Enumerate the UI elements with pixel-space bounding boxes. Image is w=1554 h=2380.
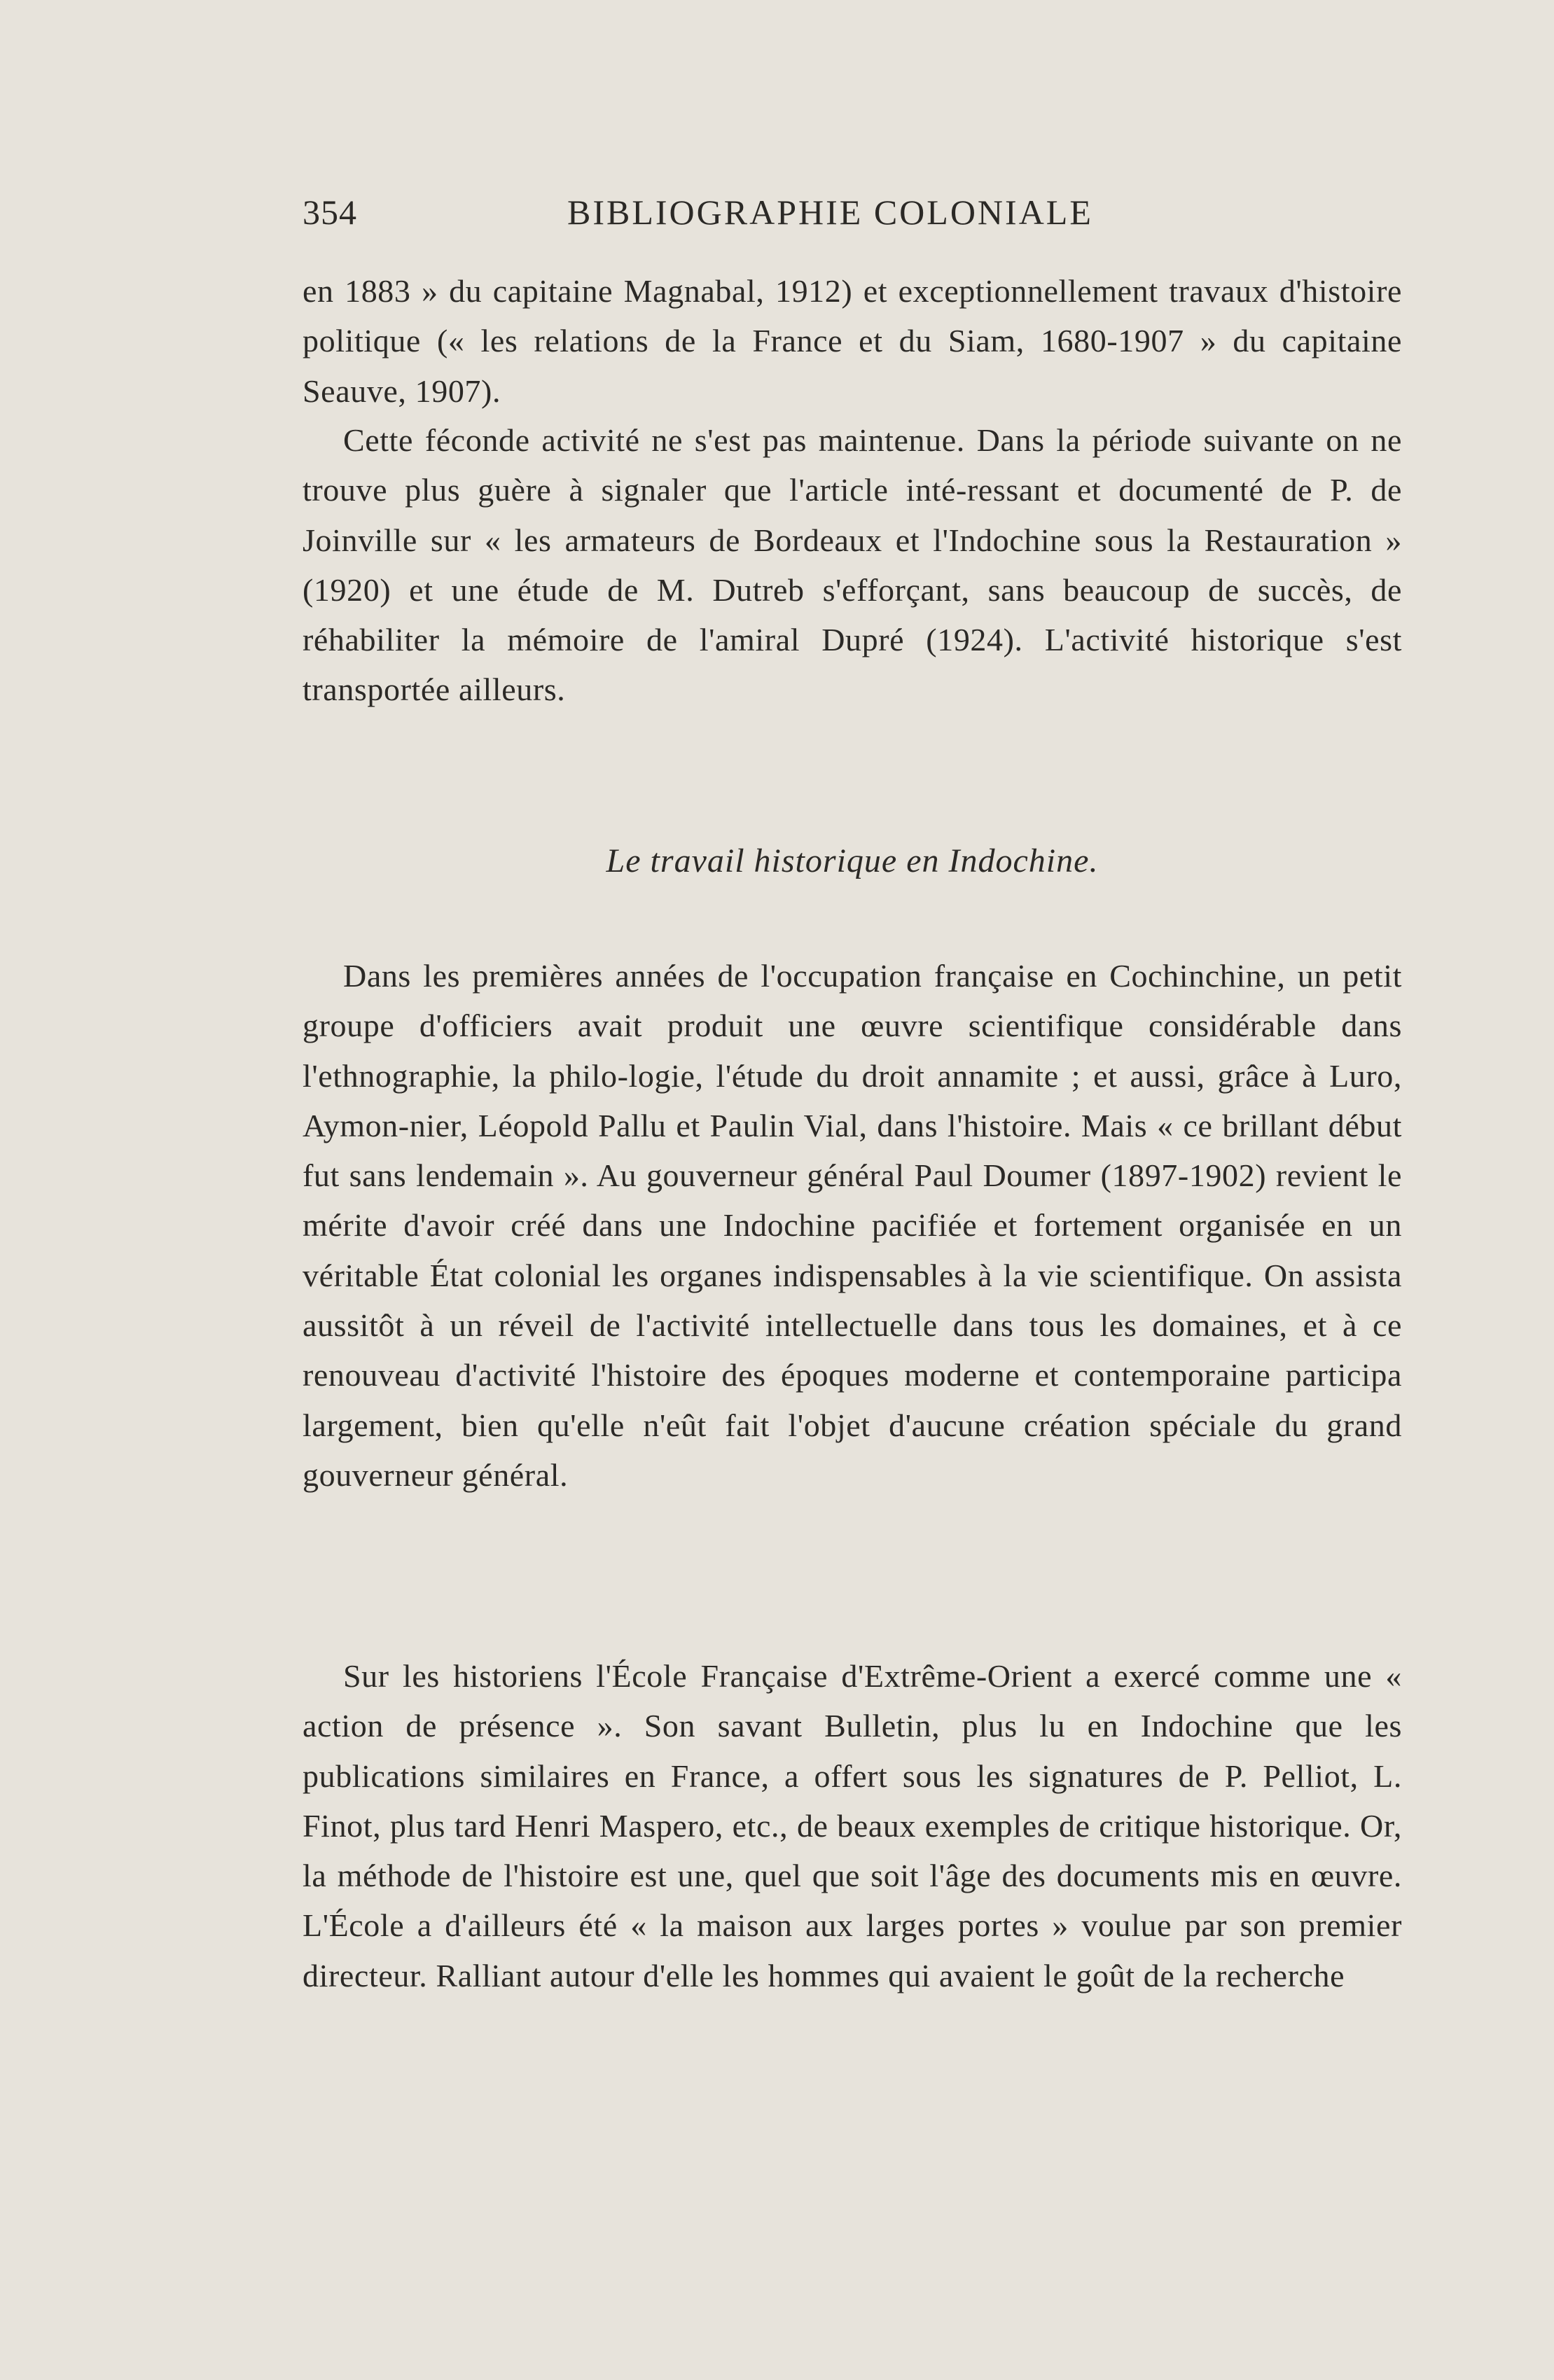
page-number: 354 bbox=[303, 193, 357, 232]
section-heading: Le travail historique en Indochine. bbox=[606, 842, 1099, 879]
paragraph-3: Dans les premières années de l'occupation française en Cochinchine, un petit groupe d'officiers avait produit une œuvre scientifique considérable dans l'ethnographie, la philo-logie, l'étude du droit annamite ; et aussi, grâce à Luro, Aymon-nier, Léopold Pallu et Paulin Vial, dans l'histoire. Mais « ce brillant début fut sans lendemain ». Au gouverneur général Paul Doumer (1897-1902) revient le mérite d'avoir créé dans une Indochine pacifiée et fortement organisée en un véritable État colonial les organes indispensables à la vie scientifique. On assista aussitôt à un réveil de l'activité intellectuelle dans tous les domaines, et à ce renouveau d'activité l'histoire des époques moderne et contemporaine participa largement, bien qu'elle n'eût fait l'objet d'aucune création spéciale du grand gouverneur général. bbox=[303, 958, 1402, 1493]
paragraph-1: en 1883 » du capitaine Magnabal, 1912) et exceptionnellement travaux d'histoire politique (« les relations de la France et du Siam, 1680-1907 » du capitaine Seauve, 1907). bbox=[303, 273, 1402, 409]
running-title: BIBLIOGRAPHIE COLONIALE bbox=[567, 193, 1093, 232]
paragraph-2: Cette féconde activité ne s'est pas maintenue. Dans la période suivante on ne trouve plus guère à signaler que l'article inté-ressant et documenté de P. de Joinville sur « les armateurs de Bordeaux et l'Indochine sous la Restauration » (1920) et une étude de M. Dutreb s'efforçant, sans beaucoup de succès, de réhabiliter la mémoire de l'amiral Dupré (1924). L'activité historique s'est transportée ailleurs. bbox=[303, 422, 1402, 708]
paragraph-4: Sur les historiens l'École Française d'Extrême-Orient a exercé comme une « action de présence ». Son savant Bulletin, plus lu en Indochine que les publications similaires en France, a offert sous les signatures de P. Pelliot, L. Finot, plus tard Henri Maspero, etc., de beaux exemples de critique historique. Or, la méthode de l'histoire est une, quel que soit l'âge des documents mis en œuvre. L'École a d'ailleurs été « la maison aux larges portes » voulue par son premier directeur. Ralliant autour d'elle les hommes qui avaient le goût de la recherche bbox=[303, 1658, 1402, 1993]
page-header bbox=[303, 188, 1402, 237]
